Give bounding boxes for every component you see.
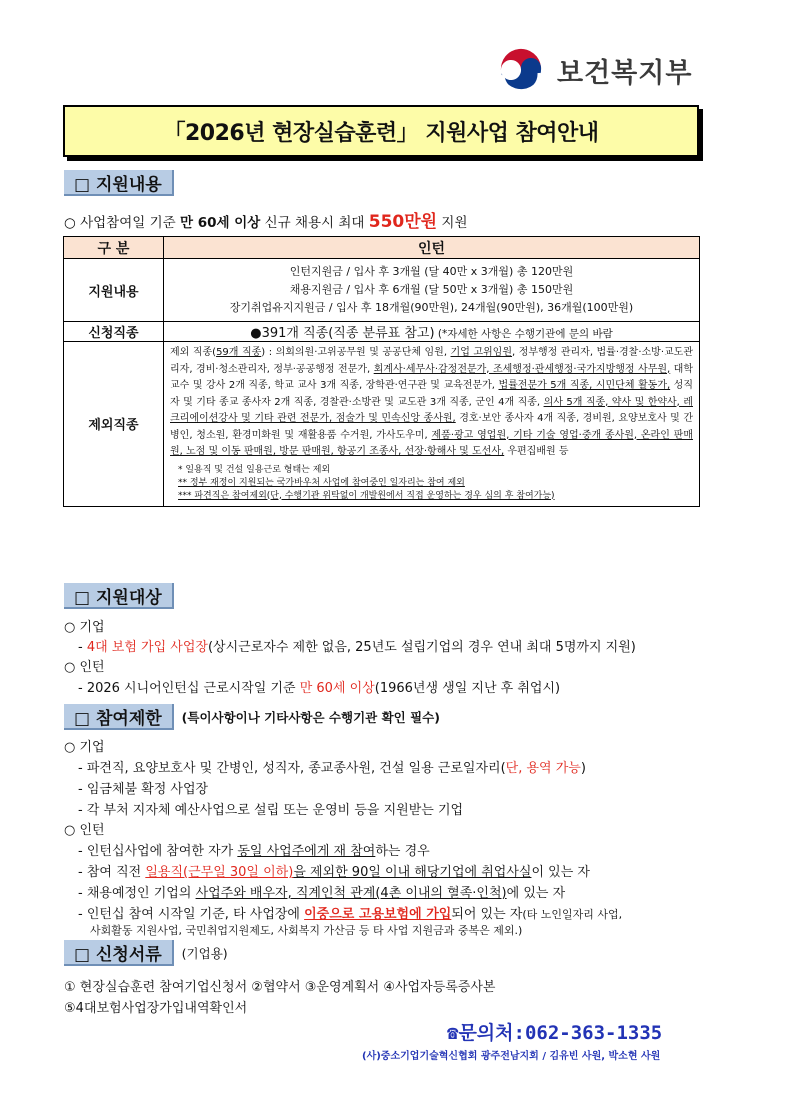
excluded-cell <box>164 342 700 507</box>
support-details <box>164 259 700 322</box>
row-label-job: 신청직종 <box>64 322 164 342</box>
restriction-intern-line: - 참여 직전 일용직(근무일 30일 이하)을 제외한 90일 이내 해당기업에 취업사실이 있는 자 <box>78 865 590 880</box>
section-target <box>64 583 174 609</box>
target-intern-head: ○ 인턴 <box>64 660 105 675</box>
job-note: (*자세한 사항은 수행기관에 문의 바람 <box>434 328 613 340</box>
job-cell <box>164 322 700 342</box>
section-title: □ 지원내용 <box>64 170 174 196</box>
support-line: 장기취업유지지원금 / 입사 후 18개월(90만원), 24개월(90만원), 36개월(100만원) <box>229 301 634 314</box>
job-text: ●391개 직종(직종 분류표 참고) <box>250 326 435 341</box>
row-label-support: 지원내용 <box>64 259 164 322</box>
support-line: 채용지원금 / 입사 후 6개월 (달 50만 x 3개월) 총 150만원 <box>289 283 574 296</box>
section-title: □ 참여제한 <box>64 704 174 730</box>
table-header-category: 구 분 <box>64 237 164 259</box>
row-label-excluded: 제외직종 <box>64 342 164 507</box>
target-intern-line: - 2026 시니어인턴십 근로시작일 기준 만 60세 이상(1966년생 생일 지난 후 취업시) <box>78 681 561 696</box>
restriction-note: (특이사항이나 기타사항은 수행기관 확인 필수) <box>181 710 440 725</box>
documents-note: (기업용) <box>181 946 228 961</box>
section-title: □ 지원대상 <box>64 583 174 609</box>
restriction-intern-line: - 채용예정인 기업의 사업주와 배우자, 직계인척 관계(4촌 이내의 혈족·인척)에 있는 자 <box>78 886 566 901</box>
footnote: * 일용직 및 건설 일용근로 형태는 제외 <box>178 464 331 475</box>
excluded-text: 제외 직종(59개 직종) : 의회의원·고위공무원 및 공공단체 임원, 기업 고위임원, 정부행정 관리자, 법률·경찰·소방·교도관리자, 경비·청소관리자, 정부·공공행정 전문가, 회계사·세무사·감정전문가, 조세행정·관세행정·국가지방행정 사무원, 대학교수 및 강사 2개 직종, 학교 교사 3개 직종, 장학관·연구관 및 교육전문가, 법률전문가 5개 직종, 시민단체 활동가, 성직자 및 기타 종교 종사자 2개 직종, 경찰관·소방관 및 교도관 3개 직종, 군인 4개 직종, 의사 5개 직종, 약사 및 한약사, 레크리에이션강사 및 기타 관련 전문가, 점술가 및 민속신앙 종사원, 경호·보안 종사자 4개 직종, 경비원, 요양보호사 및 간병인, 청소원, 환경미화원 및 재활용품 수거원, 가사도우미, 제품·광고 영업원, 기타 기술 영업·중개 종사원, 온라인 판매원, 노점 및 이동 판매원, 방문 판매원, 항공기 조종사, 선장·항해사 및 도선사, 우편집배원 등 <box>170 347 694 457</box>
restriction-intern-line: - 인턴십사업에 참여한 자가 동일 사업주에게 재 참여하는 경우 <box>78 844 430 859</box>
restriction-company-line: - 파견직, 요양보호사 및 간병인, 성직자, 종교종사원, 건설 일용 근로일자리(단, 용역 가능) <box>78 761 586 776</box>
restriction-company-line: - 임금체불 확정 사업장 <box>78 782 209 797</box>
summary-line: ○ 사업참여일 기준 만 60세 이상 신규 채용시 최대 550만원 지원 <box>64 212 468 232</box>
footnote: *** 파견직은 참여제외(단, 수행기관 위탁없이 개발원에서 직접 운영하는 경우 심의 후 참여가능) <box>178 490 555 501</box>
ministry-logo <box>495 45 692 95</box>
target-company-head: ○ 기업 <box>64 620 105 635</box>
documents-line: ⑤4대보험사업장가입내역확인서 <box>64 1001 248 1016</box>
restriction-intern-head: ○ 인턴 <box>64 823 105 838</box>
restriction-intern-line: 사회활동 지원사업, 국민취업지원제도, 사회복지 가산금 등 타 사업 지원금과 중복은 제외.) <box>90 924 523 937</box>
support-line: 인턴지원금 / 입사 후 3개월 (달 40만 x 3개월) 총 120만원 <box>289 265 574 278</box>
restriction-company-head: ○ 기업 <box>64 740 105 755</box>
section-support-content <box>64 170 174 196</box>
section-title: □ 신청서류 <box>64 940 174 966</box>
support-table <box>63 236 700 507</box>
title-banner <box>63 105 699 157</box>
taegeuk-emblem-icon <box>495 45 547 95</box>
documents-line: ① 현장실습훈련 참여기업신청서 ②협약서 ③운영계획서 ④사업자등록증사본 <box>64 980 496 995</box>
section-restriction <box>64 704 440 730</box>
signature: (사)중소기업기술혁신협회 광주전남지회 / 김유빈 사원, 박소현 사원 <box>362 1051 661 1062</box>
footnote: ** 정부 재정이 지원되는 국가바우처 사업에 참여중인 일자리는 참여 제외 <box>178 477 465 488</box>
target-company-line: - 4대 보험 가입 사업장(상시근로자수 제한 없음, 25년도 설립기업의 경우 연내 최대 5명까지 지원) <box>78 640 636 655</box>
page-title: 「2026년 현장실습훈련」 지원사업 참여안내 <box>163 120 599 146</box>
section-documents <box>64 940 228 966</box>
restriction-intern-line: - 인턴십 참여 시작일 기준, 타 사업장에 이중으로 고용보험에 가입되어 있는 자(타 노인일자리 사업, <box>78 907 623 922</box>
restriction-company-line: - 각 부처 지자체 예산사업으로 설립 또는 운영비 등을 지원받는 기업 <box>78 803 464 818</box>
logo-text: 보건복지부 <box>557 57 693 89</box>
contact-phone: ☎문의처:062-363-1335 <box>447 1022 663 1044</box>
table-header-intern: 인턴 <box>164 237 700 259</box>
